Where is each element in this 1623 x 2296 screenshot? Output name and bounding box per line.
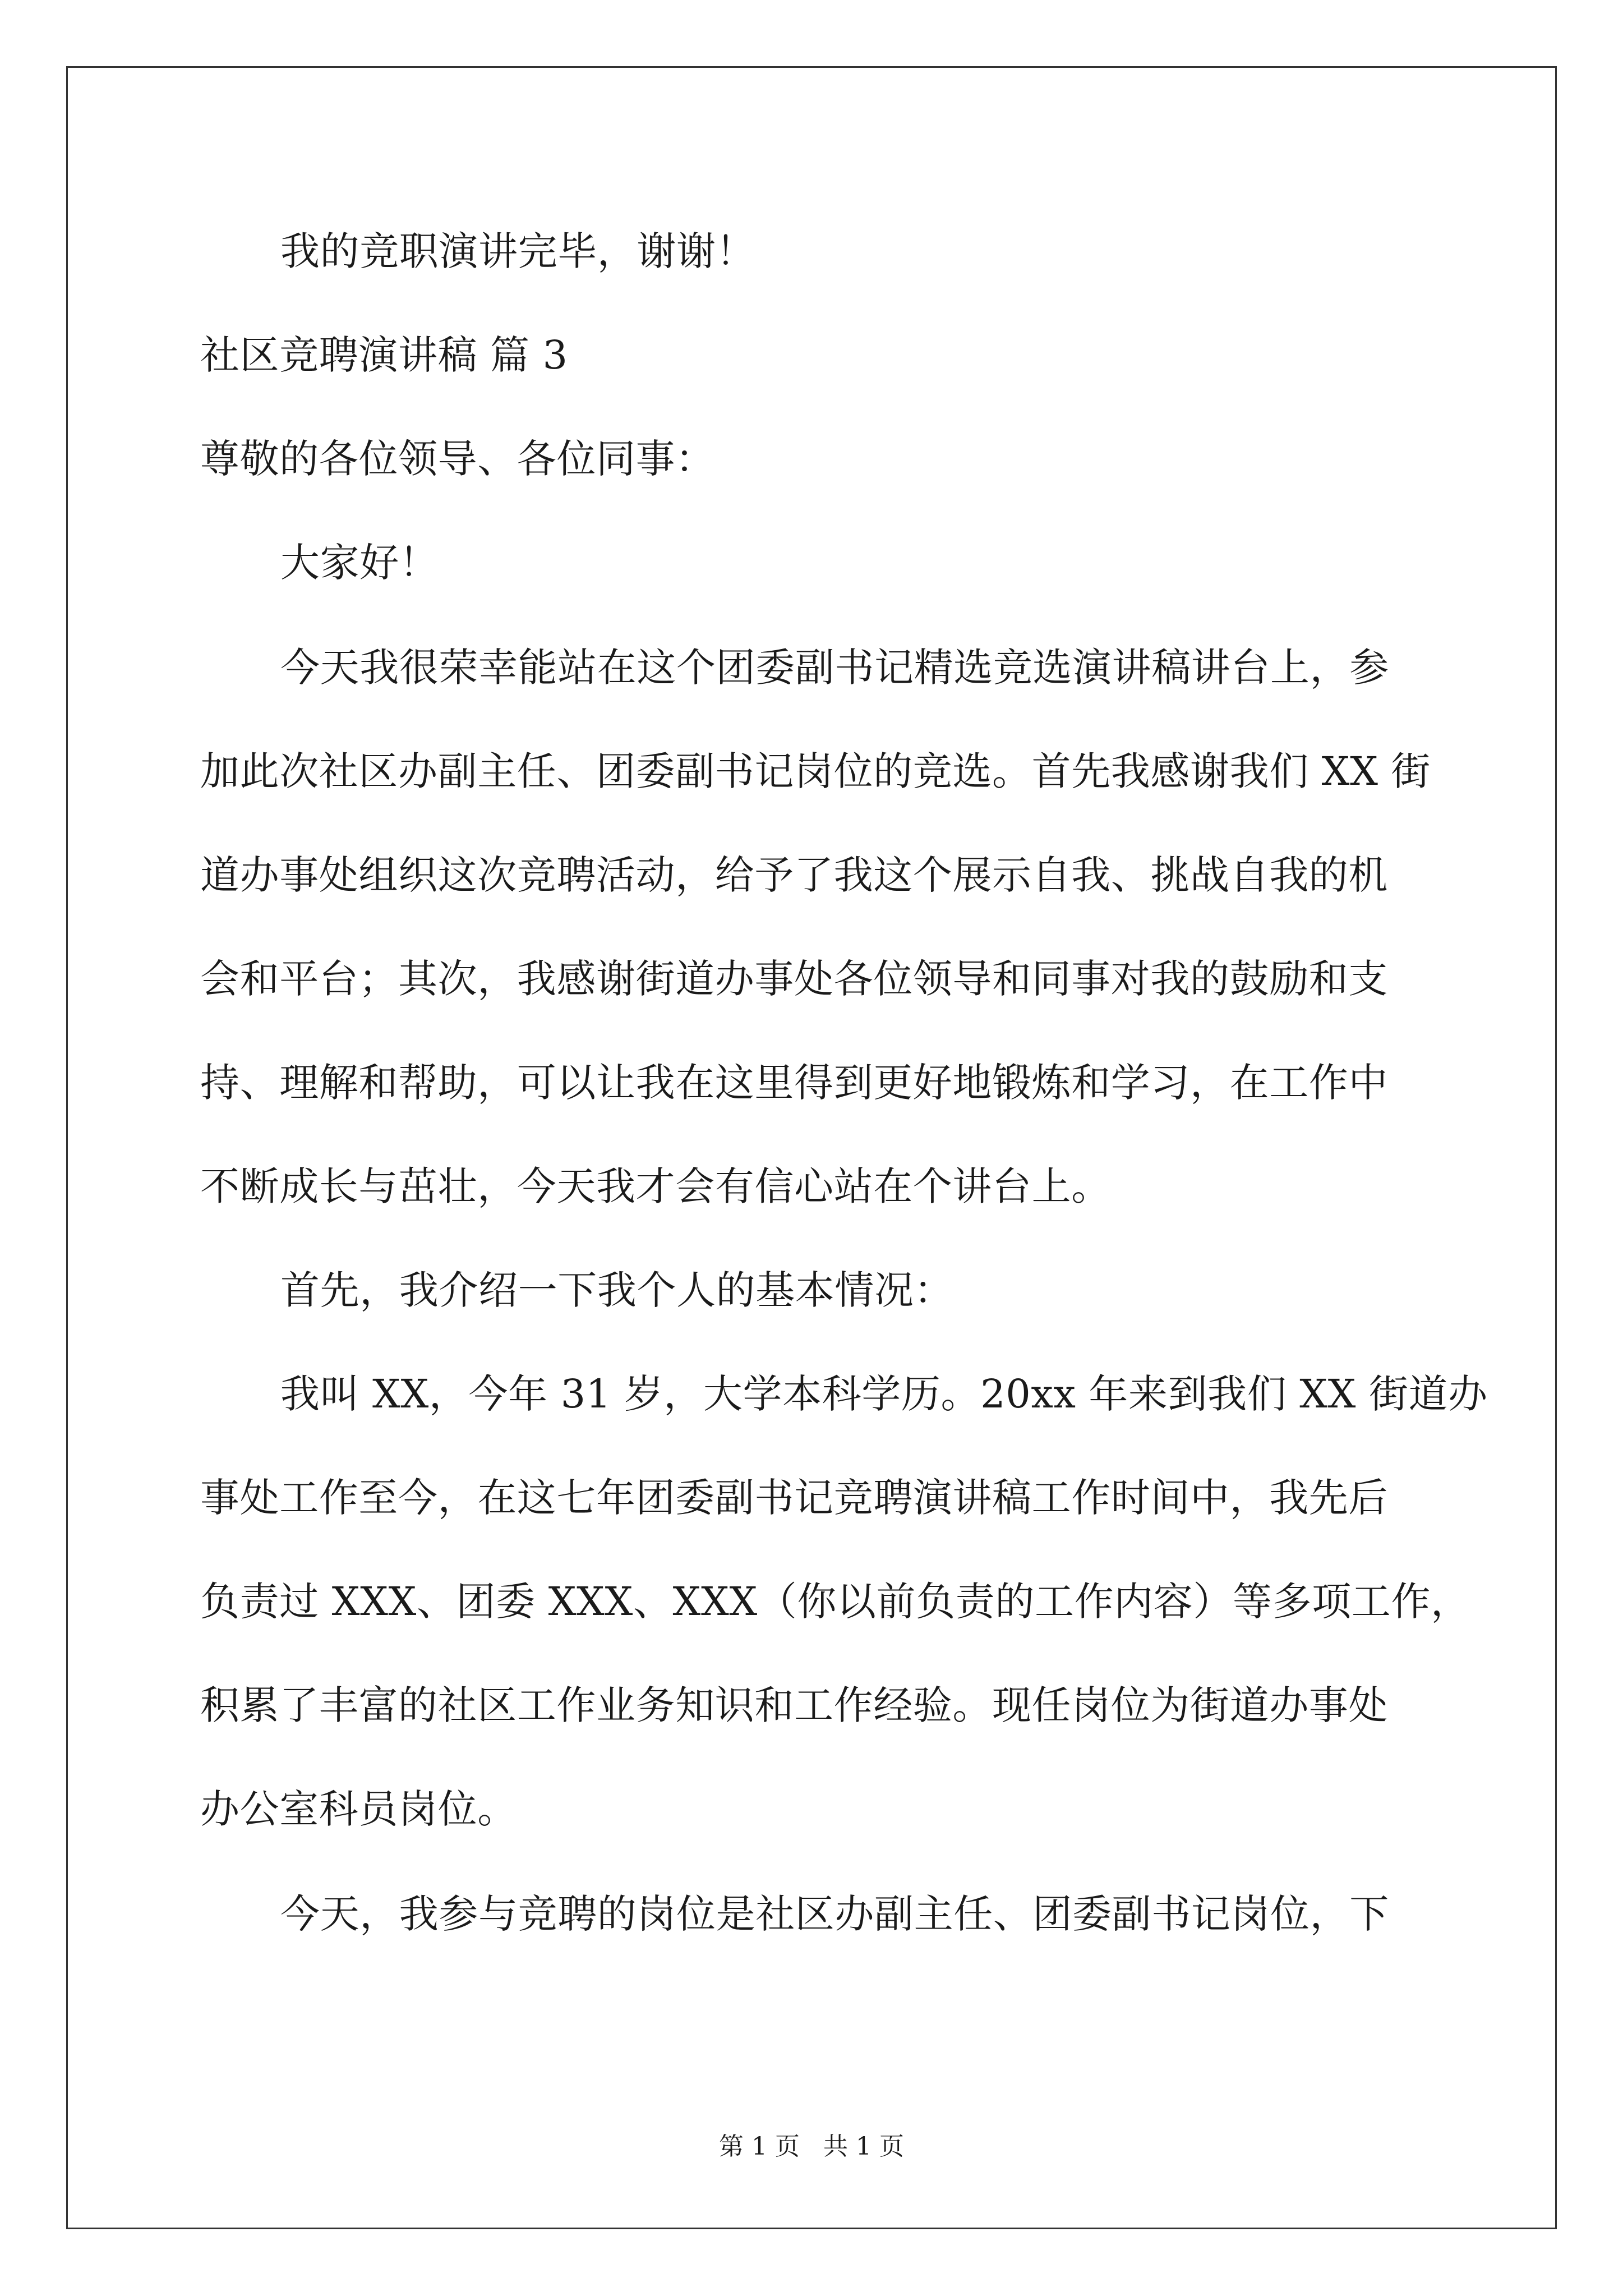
paragraph-2: 首先，我介绍一下我个人的基本情况： [280, 1267, 954, 1313]
paragraph-3-line-3: 负责过 XXX、团委 XXX、XXX（你以前负责的工作内容）等多项工作， [200, 1579, 1470, 1625]
paragraph-1-line-4: 会和平台；其次，我感谢街道办事处各位领导和同事对我的鼓励和支 [200, 956, 1388, 1002]
section-title: 社区竞聘演讲稿 篇 3 [200, 332, 568, 378]
greeting: 大家好！ [280, 540, 439, 586]
paragraph-1-line-2: 加此次社区办副主任、团委副书记岗位的竞选。首先我感谢我们 XX 街 [200, 748, 1431, 794]
salutation: 尊敬的各位领导、各位同事： [200, 436, 715, 482]
paragraph-4-line-1: 今天，我参与竞聘的岗位是社区办副主任、团委副书记岗位，下 [280, 1891, 1389, 1937]
paragraph-1-line-3: 道办事处组织这次竞聘活动，给予了我这个展示自我、挑战自我的机 [200, 852, 1388, 898]
paragraph-3-line-1: 我叫 XX，今年 31 岁，大学本科学历。20xx 年来到我们 XX 街道办 [280, 1371, 1488, 1417]
paragraph-1-line-6: 不断成长与茁壮，今天我才会有信心站在个讲台上。 [200, 1163, 1111, 1209]
paragraph-1-line-1: 今天我很荣幸能站在这个团委副书记精选竞选演讲稿讲台上，参 [280, 645, 1389, 691]
closing-line: 我的竞职演讲完毕，谢谢！ [280, 228, 756, 274]
page-number-footer: 第 1 页 共 1 页 [719, 2132, 904, 2161]
paragraph-3-line-2: 事处工作至今，在这七年团委副书记竞聘演讲稿工作时间中，我先后 [200, 1475, 1388, 1521]
paragraph-1-line-5: 持、理解和帮助，可以让我在这里得到更好地锻炼和学习，在工作中 [200, 1060, 1388, 1106]
paragraph-3-line-4: 积累了丰富的社区工作业务知识和工作经验。现任岗位为街道办事处 [200, 1682, 1388, 1728]
paragraph-3-line-5: 办公室科员岗位。 [200, 1786, 517, 1832]
